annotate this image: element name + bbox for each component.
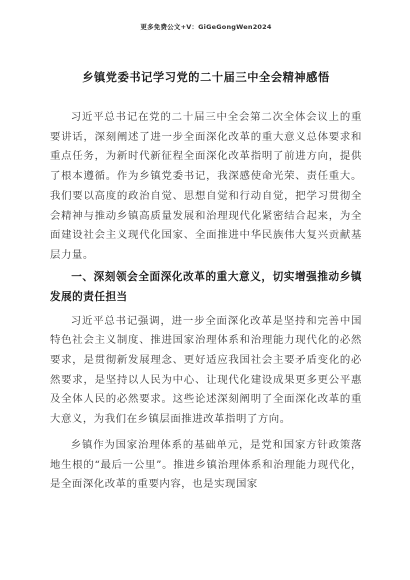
section1-paragraph-1: 习近平总书记强调，进一步全面深化改革是坚持和完善中国特色社会主义制度、推进国家治理体系和治理能力现代化的必然要求，是贯彻新发展理念、更好适应我国社会主要矛盾变化的必然要求，是坚持以人民为中心、让现代化建设成果更多更公平惠及全体人民的必然要求。这些论述深刻阐明了全面深化改革的重大意义，为我们在乡镇层面推进改革指明了方向。 [50,314,362,426]
header-note: 更多免费公文+V：GiGeGongWen2024 [140,23,272,31]
document-title: 乡镇党委书记学习党的二十届三中全会精神感悟 [82,71,330,84]
section-heading-1: 一、深刻领会全面深化改革的重大意义，切实增强推动乡镇发展的责任担当 [50,270,362,303]
intro-paragraph: 习近平总书记在党的二十届三中全会第二次全体会议上的重要讲话，深刻阐述了进一步全面深化改革的重大意义总体要求和重点任务，为新时代新征程全面深化改革指明了前进方向，提供了根本遵循。作为乡镇党委书记，我深感使命光荣、责任重大。我们要以高度的政治自觉、思想自觉和行动自觉，把学习贯彻全会精神与推动乡镇高质量发展和治理现代化紧密结合起来，为全面建设社会主义现代化国家、全面推进中华民族伟大复兴贡献基层力量。 [50,111,362,261]
section1-paragraph-2: 乡镇作为国家治理体系的基础单元，是党和国家方针政策落地生根的“最后一公里”。推进乡镇治理体系和治理能力现代化，是全面深化改革的重要内容，也是实现国家 [50,438,362,491]
